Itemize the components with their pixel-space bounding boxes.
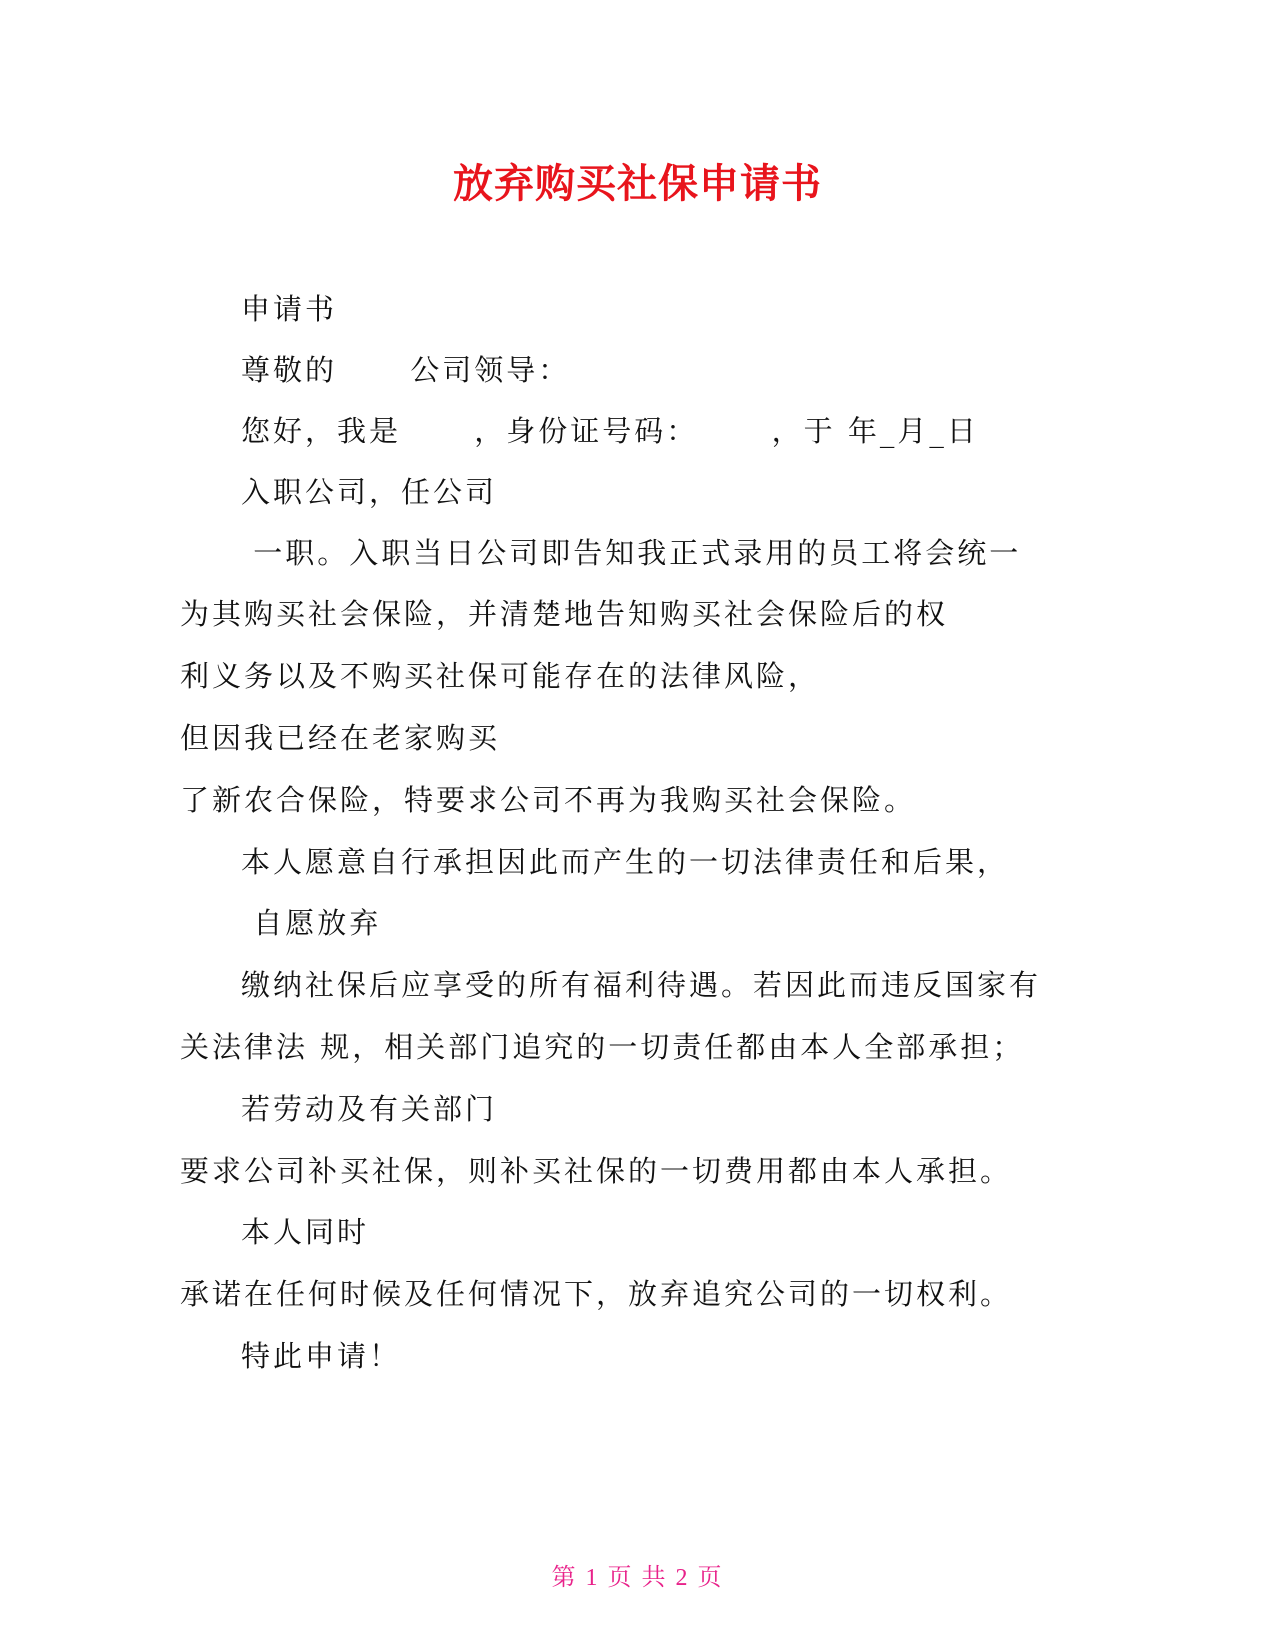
body-line: 您好，我是 ，身份证号码： ，于 年_月_日: [241, 414, 979, 448]
body-line-heading: 申请书: [241, 292, 338, 326]
body-line: 利义务以及不购买社保可能存在的法律风险，: [180, 659, 821, 693]
body-line-salutation: 尊敬的 公司领导：: [241, 353, 571, 387]
body-line: 入职公司，任公司: [241, 475, 498, 509]
body-line: 要求公司补买社保，则补买社保的一切费用都由本人承担。: [180, 1154, 1013, 1188]
body-line: 但因我已经在老家购买: [180, 721, 501, 755]
body-line: 关法律法 规，相关部门追究的一切责任都由本人全部承担；: [180, 1030, 1025, 1064]
body-line: 本人愿意自行承担因此而产生的一切法律责任和后果，: [241, 845, 1010, 879]
body-line: 若劳动及有关部门: [241, 1092, 498, 1126]
document-title: 放弃购买社保申请书: [453, 161, 822, 207]
body-line: 承诺在任何时候及任何情况下，放弃追究公司的一切权利。: [180, 1277, 1013, 1311]
body-line: 缴纳社保后应享受的所有福利待遇。若因此而违反国家有: [241, 968, 1042, 1002]
body-line: 了新农合保险，特要求公司不再为我购买社会保险。: [180, 783, 917, 817]
body-line: 自愿放弃: [241, 906, 382, 940]
body-line: 为其购买社会保险，并清楚地告知购买社会保险后的权: [180, 597, 949, 631]
body-line: 本人同时: [241, 1215, 370, 1249]
body-line: 一职。入职当日公司即告知我正式录用的员工将会统一: [241, 536, 1022, 570]
body-line-closing: 特此申请！: [241, 1339, 402, 1373]
page-number-footer: 第 1 页 共 2 页: [551, 1565, 724, 1591]
